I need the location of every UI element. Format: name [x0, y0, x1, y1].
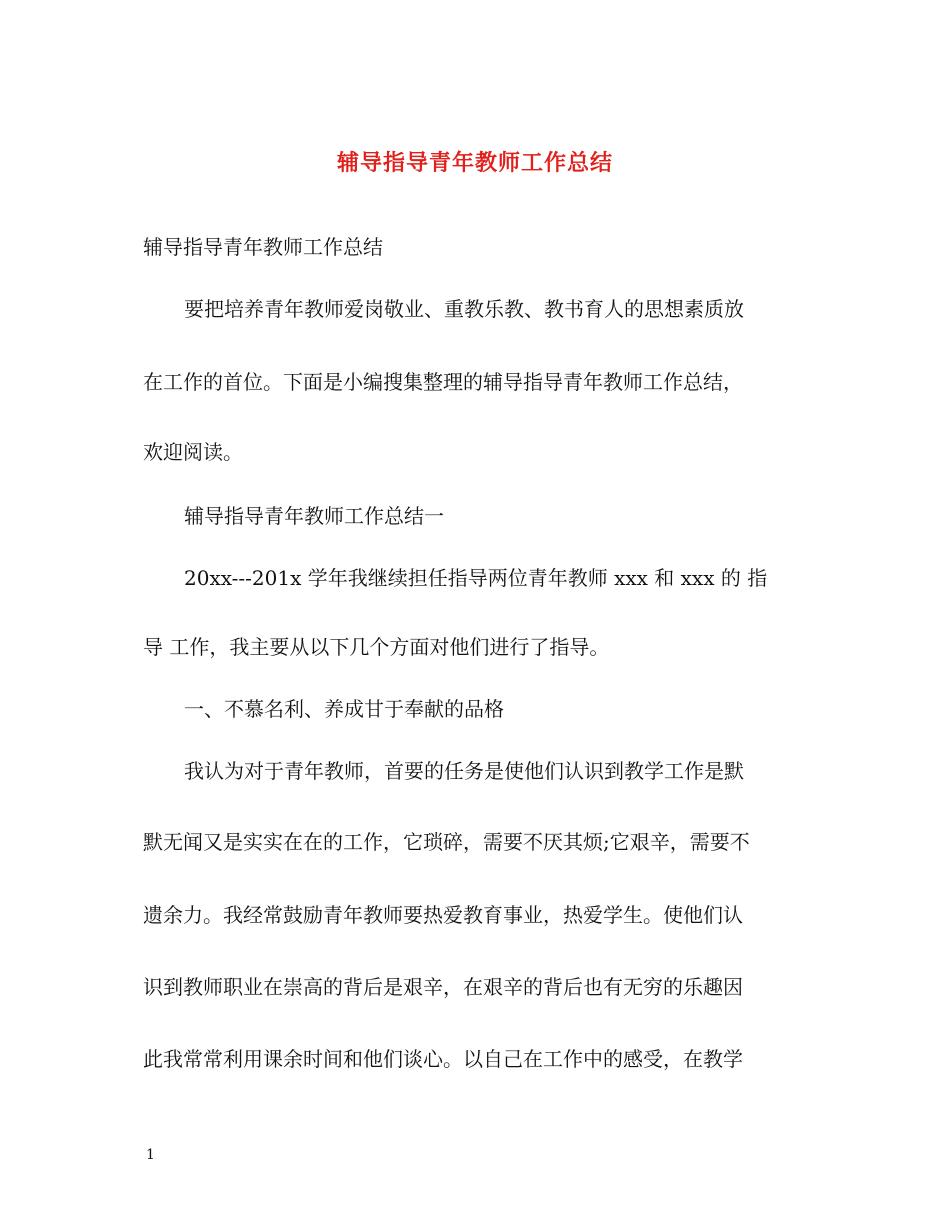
- document-title: 辅导指导青年教师工作总结: [336, 150, 613, 176]
- text-line: 识到教师职业在崇高的背后是艰辛，在艰辛的背后也有无穷的乐趣因: [143, 975, 743, 999]
- text-line: 默无闻又是实实在在的工作，它琐碎，需要不厌其烦;它艰辛，需要不: [143, 830, 750, 854]
- text-line: 欢迎阅读。: [143, 440, 243, 464]
- text-line: 遗余力。我经常鼓励青年教师要热爱教育事业，热爱学生。使他们认: [143, 903, 743, 927]
- text-line: 要把培养青年教师爱岗敬业、重教乐教、教书育人的思想素质放: [184, 297, 744, 321]
- text-line: 20xx---201x 学年我继续担任指导两位青年教师 xxx 和 xxx 的 指: [184, 566, 768, 590]
- text-line: 此我常常利用课余时间和他们谈心。以自己在工作中的感受，在教学: [143, 1047, 743, 1071]
- page-number: 1: [146, 1147, 155, 1163]
- text-line: 在工作的首位。下面是小编搜集整理的辅导指导青年教师工作总结，: [143, 370, 743, 394]
- section-heading: 辅导指导青年教师工作总结一: [184, 504, 444, 528]
- section-heading: 一、不慕名利、养成甘于奉献的品格: [184, 697, 504, 721]
- text-line: 我认为对于青年教师，首要的任务是使他们认识到教学工作是默: [184, 759, 744, 783]
- text-line: 导 工作，我主要从以下几个方面对他们进行了指导。: [143, 635, 610, 659]
- subtitle-line: 辅导指导青年教师工作总结: [143, 235, 383, 259]
